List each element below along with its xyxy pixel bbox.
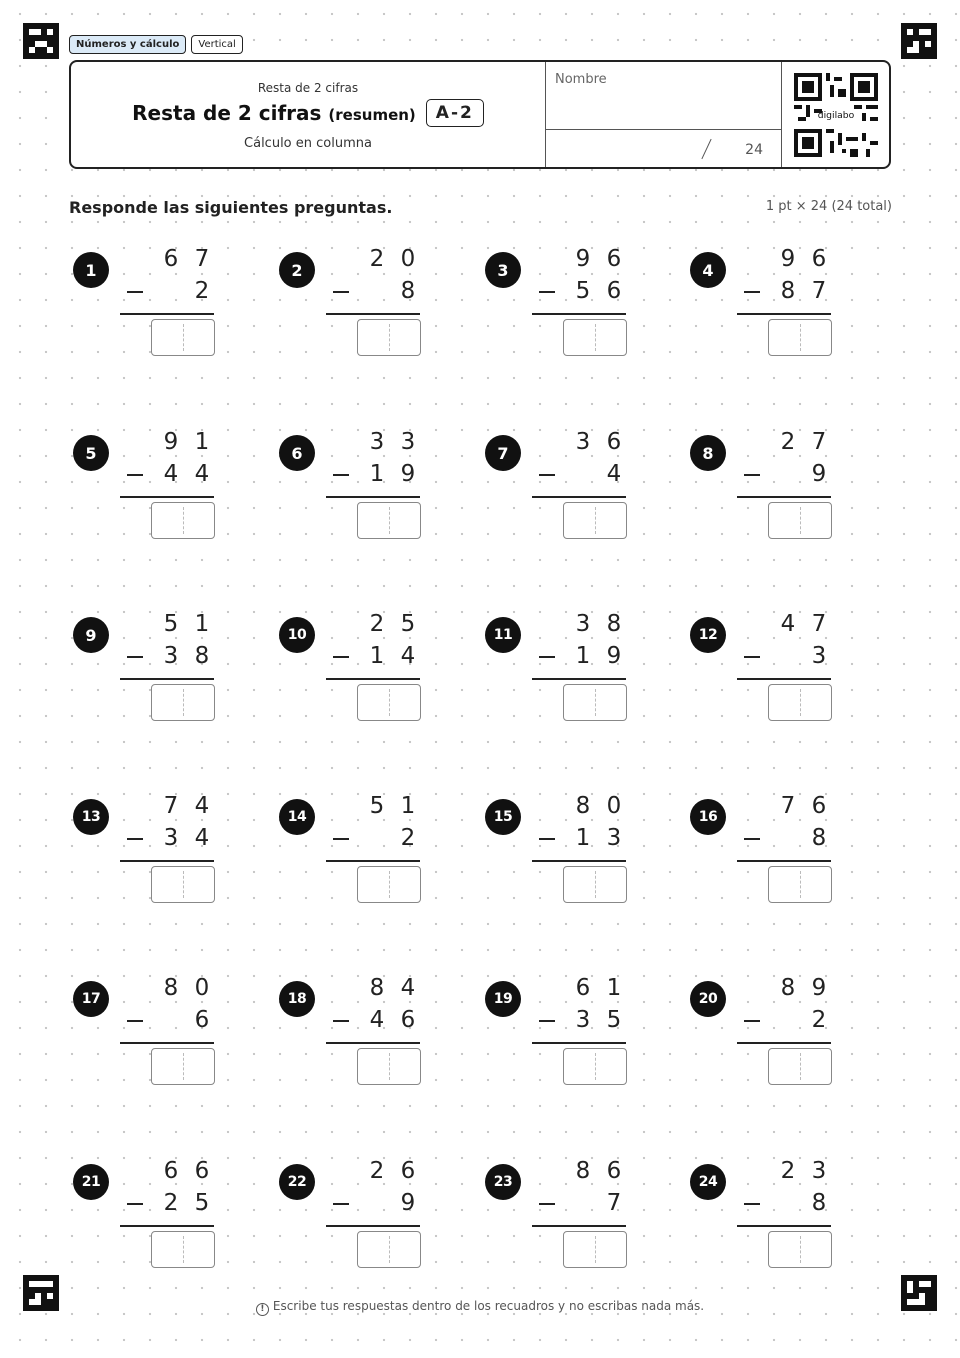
- problem-6: [279, 429, 439, 565]
- sum-line: [326, 1225, 420, 1227]
- sum-line: [532, 1042, 626, 1044]
- digit: 3: [811, 643, 827, 669]
- answer-box[interactable]: [357, 502, 421, 539]
- digit: 2: [194, 278, 210, 304]
- problem-number: 18: [279, 981, 315, 1017]
- answer-box[interactable]: [563, 502, 627, 539]
- category-tags: [69, 35, 243, 54]
- qr-label: digilabo: [817, 110, 855, 122]
- sum-line: [120, 1225, 214, 1227]
- digit: 8: [575, 1158, 591, 1184]
- sum-line: [737, 860, 831, 862]
- digit: 2: [369, 246, 385, 272]
- sum-line: [737, 678, 831, 680]
- digit: 5: [575, 278, 591, 304]
- minus-sign: [539, 291, 555, 293]
- digit: 1: [194, 611, 210, 637]
- problem-1: [73, 246, 233, 382]
- tag-category: Números y cálculo: [69, 35, 186, 54]
- digit: 5: [606, 1007, 622, 1033]
- answer-box[interactable]: [357, 866, 421, 903]
- answer-box[interactable]: [151, 1048, 215, 1085]
- problem-number: 24: [690, 1164, 726, 1200]
- problem-11: [485, 611, 645, 747]
- digit: 6: [194, 1158, 210, 1184]
- minus-sign: [333, 291, 349, 293]
- minus-sign: [333, 474, 349, 476]
- sum-line: [120, 1042, 214, 1044]
- problem-number: 8: [690, 435, 726, 471]
- name-divider: [546, 129, 781, 130]
- problem-10: [279, 611, 439, 747]
- digit: 3: [575, 611, 591, 637]
- minus-sign: [333, 1020, 349, 1022]
- digit: 3: [606, 825, 622, 851]
- minus-sign: [127, 1203, 143, 1205]
- digit: 2: [369, 611, 385, 637]
- sum-line: [737, 1042, 831, 1044]
- minus-sign: [744, 656, 760, 658]
- problem-number: 13: [73, 799, 109, 835]
- sum-line: [737, 1225, 831, 1227]
- worksheet-title: [132, 101, 416, 125]
- sum-line: [120, 313, 214, 315]
- worksheet-subtitle: Resta de 2 cifras: [257, 81, 359, 95]
- digit: 6: [400, 1158, 416, 1184]
- digit: 1: [369, 461, 385, 487]
- answer-box[interactable]: [357, 1231, 421, 1268]
- answer-box[interactable]: [563, 319, 627, 356]
- minus-sign: [539, 656, 555, 658]
- digit: 6: [606, 1158, 622, 1184]
- minus-sign: [744, 1203, 760, 1205]
- problem-number: 12: [690, 617, 726, 653]
- problem-number: 7: [485, 435, 521, 471]
- digit: 7: [780, 793, 796, 819]
- sum-line: [120, 860, 214, 862]
- problem-23: [485, 1158, 645, 1294]
- digit: 5: [163, 611, 179, 637]
- digit: 7: [606, 1190, 622, 1216]
- digit: 7: [163, 793, 179, 819]
- digit: 5: [194, 1190, 210, 1216]
- problem-9: [73, 611, 233, 747]
- minus-sign: [333, 1203, 349, 1205]
- problem-number: 15: [485, 799, 521, 835]
- answer-box[interactable]: [563, 1048, 627, 1085]
- sum-line: [532, 313, 626, 315]
- digit: 1: [194, 429, 210, 455]
- info-icon: !: [256, 1303, 269, 1316]
- sum-line: [737, 496, 831, 498]
- sum-line: [326, 313, 420, 315]
- problem-number: 3: [485, 252, 521, 288]
- digit: 7: [811, 429, 827, 455]
- digit: 0: [606, 793, 622, 819]
- digit: 4: [163, 461, 179, 487]
- minus-sign: [744, 838, 760, 840]
- problem-number: 22: [279, 1164, 315, 1200]
- digit: 9: [780, 246, 796, 272]
- digit: 0: [194, 975, 210, 1001]
- problem-8: [690, 429, 850, 565]
- digit: 1: [369, 643, 385, 669]
- problem-number: 14: [279, 799, 315, 835]
- digit: 2: [811, 1007, 827, 1033]
- problem-17: [73, 975, 233, 1111]
- answer-box[interactable]: [768, 319, 832, 356]
- digit: 4: [606, 461, 622, 487]
- digit: 8: [194, 643, 210, 669]
- problem-2: [279, 246, 439, 382]
- minus-sign: [127, 291, 143, 293]
- digit: 4: [194, 825, 210, 851]
- digit: 4: [369, 1007, 385, 1033]
- answer-box[interactable]: [768, 684, 832, 721]
- sum-line: [532, 678, 626, 680]
- digit: 9: [811, 975, 827, 1001]
- digit: 6: [163, 1158, 179, 1184]
- title-qualifier: (resumen): [328, 106, 416, 124]
- footer-note: [0, 1299, 960, 1316]
- minus-sign: [333, 838, 349, 840]
- name-score-block: [545, 62, 782, 167]
- problem-number: 20: [690, 981, 726, 1017]
- sum-line: [120, 496, 214, 498]
- minus-sign: [539, 838, 555, 840]
- problem-14: [279, 793, 439, 929]
- instructions: Responde las siguientes preguntas.: [69, 198, 393, 217]
- problem-20: [690, 975, 850, 1111]
- digit: 2: [780, 429, 796, 455]
- qr-code-icon: [794, 73, 878, 157]
- digit: 6: [400, 1007, 416, 1033]
- score-slash: [701, 139, 711, 159]
- corner-marker-top-right: [901, 23, 937, 59]
- digit: 9: [606, 643, 622, 669]
- tag-format: Vertical: [191, 35, 242, 54]
- digit: 6: [606, 246, 622, 272]
- minus-sign: [539, 474, 555, 476]
- digit: 9: [400, 461, 416, 487]
- digit: 2: [780, 1158, 796, 1184]
- digit: 8: [780, 975, 796, 1001]
- problem-7: [485, 429, 645, 565]
- digit: 4: [780, 611, 796, 637]
- minus-sign: [127, 838, 143, 840]
- problem-number: 9: [73, 617, 109, 653]
- digit: 0: [400, 246, 416, 272]
- digit: 4: [400, 643, 416, 669]
- title-main: Resta de 2 cifras: [132, 101, 322, 125]
- minus-sign: [744, 1020, 760, 1022]
- digit: 7: [811, 278, 827, 304]
- digit: 8: [780, 278, 796, 304]
- points-info: 1 pt × 24 (24 total): [765, 199, 892, 214]
- minus-sign: [744, 291, 760, 293]
- minus-sign: [539, 1020, 555, 1022]
- sum-line: [120, 678, 214, 680]
- sum-line: [532, 860, 626, 862]
- problem-12: [690, 611, 850, 747]
- digit: 3: [369, 429, 385, 455]
- digit: 4: [194, 793, 210, 819]
- digit: 8: [163, 975, 179, 1001]
- sum-line: [326, 496, 420, 498]
- sum-line: [532, 1225, 626, 1227]
- digit: 3: [575, 1007, 591, 1033]
- answer-box[interactable]: [357, 684, 421, 721]
- minus-sign: [127, 1020, 143, 1022]
- problem-number: 21: [73, 1164, 109, 1200]
- sum-line: [532, 496, 626, 498]
- digit: 2: [400, 825, 416, 851]
- problem-number: 1: [73, 252, 109, 288]
- minus-sign: [744, 474, 760, 476]
- digit: 3: [400, 429, 416, 455]
- digit: 8: [811, 825, 827, 851]
- answer-box[interactable]: [768, 1048, 832, 1085]
- digit: 7: [811, 611, 827, 637]
- digit: 1: [575, 825, 591, 851]
- digit: 9: [575, 246, 591, 272]
- minus-sign: [333, 656, 349, 658]
- minus-sign: [539, 1203, 555, 1205]
- worksheet-header: [69, 60, 891, 169]
- level-badge: A-2: [426, 99, 484, 127]
- digit: 2: [369, 1158, 385, 1184]
- answer-box[interactable]: [151, 866, 215, 903]
- digit: 8: [400, 278, 416, 304]
- digit: 1: [606, 975, 622, 1001]
- digit: 6: [163, 246, 179, 272]
- digit: 2: [163, 1190, 179, 1216]
- digit: 1: [400, 793, 416, 819]
- digit: 6: [194, 1007, 210, 1033]
- problem-15: [485, 793, 645, 929]
- footer-text: Escribe tus respuestas dentro de los recuadros y no escribas nada más.: [272, 1299, 705, 1313]
- answer-box[interactable]: [563, 866, 627, 903]
- answer-box[interactable]: [151, 684, 215, 721]
- answer-box[interactable]: [357, 319, 421, 356]
- answer-box[interactable]: [151, 319, 215, 356]
- sum-line: [737, 313, 831, 315]
- answer-box[interactable]: [768, 1231, 832, 1268]
- problem-number: 5: [73, 435, 109, 471]
- problem-number: 23: [485, 1164, 521, 1200]
- digit: 8: [575, 793, 591, 819]
- digit: 8: [811, 1190, 827, 1216]
- problem-3: [485, 246, 645, 382]
- sum-line: [326, 1042, 420, 1044]
- digit: 3: [811, 1158, 827, 1184]
- score-total: 24: [745, 142, 763, 158]
- digit: 4: [400, 975, 416, 1001]
- problem-number: 4: [690, 252, 726, 288]
- problem-16: [690, 793, 850, 929]
- name-label: Nombre: [555, 72, 607, 87]
- digit: 4: [194, 461, 210, 487]
- problem-18: [279, 975, 439, 1111]
- minus-sign: [127, 656, 143, 658]
- answer-box[interactable]: [768, 866, 832, 903]
- digit: 6: [606, 429, 622, 455]
- problem-22: [279, 1158, 439, 1294]
- sum-line: [326, 860, 420, 862]
- problem-number: 11: [485, 617, 521, 653]
- minus-sign: [127, 474, 143, 476]
- problem-5: [73, 429, 233, 565]
- digit: 8: [369, 975, 385, 1001]
- problem-number: 16: [690, 799, 726, 835]
- problem-19: [485, 975, 645, 1111]
- digit: 5: [369, 793, 385, 819]
- worksheet-caption: Cálculo en columna: [244, 136, 372, 151]
- answer-box[interactable]: [151, 1231, 215, 1268]
- digit: 3: [163, 825, 179, 851]
- digit: 7: [194, 246, 210, 272]
- corner-marker-top-left: [23, 23, 59, 59]
- digit: 6: [811, 246, 827, 272]
- digit: 6: [606, 278, 622, 304]
- digit: 3: [575, 429, 591, 455]
- title-block: [71, 62, 545, 167]
- problem-4: [690, 246, 850, 382]
- sum-line: [326, 678, 420, 680]
- answer-box[interactable]: [563, 684, 627, 721]
- answer-box[interactable]: [768, 502, 832, 539]
- digit: 1: [575, 643, 591, 669]
- answer-box[interactable]: [357, 1048, 421, 1085]
- digit: 6: [811, 793, 827, 819]
- answer-box[interactable]: [151, 502, 215, 539]
- digit: 9: [811, 461, 827, 487]
- problem-number: 17: [73, 981, 109, 1017]
- problem-number: 10: [279, 617, 315, 653]
- answer-box[interactable]: [563, 1231, 627, 1268]
- problem-number: 2: [279, 252, 315, 288]
- digit: 9: [163, 429, 179, 455]
- problem-number: 6: [279, 435, 315, 471]
- digit: 6: [575, 975, 591, 1001]
- problem-21: [73, 1158, 233, 1294]
- problem-13: [73, 793, 233, 929]
- digit: 8: [606, 611, 622, 637]
- problem-number: 19: [485, 981, 521, 1017]
- problem-24: [690, 1158, 850, 1294]
- digit: 5: [400, 611, 416, 637]
- digit: 9: [400, 1190, 416, 1216]
- digit: 3: [163, 643, 179, 669]
